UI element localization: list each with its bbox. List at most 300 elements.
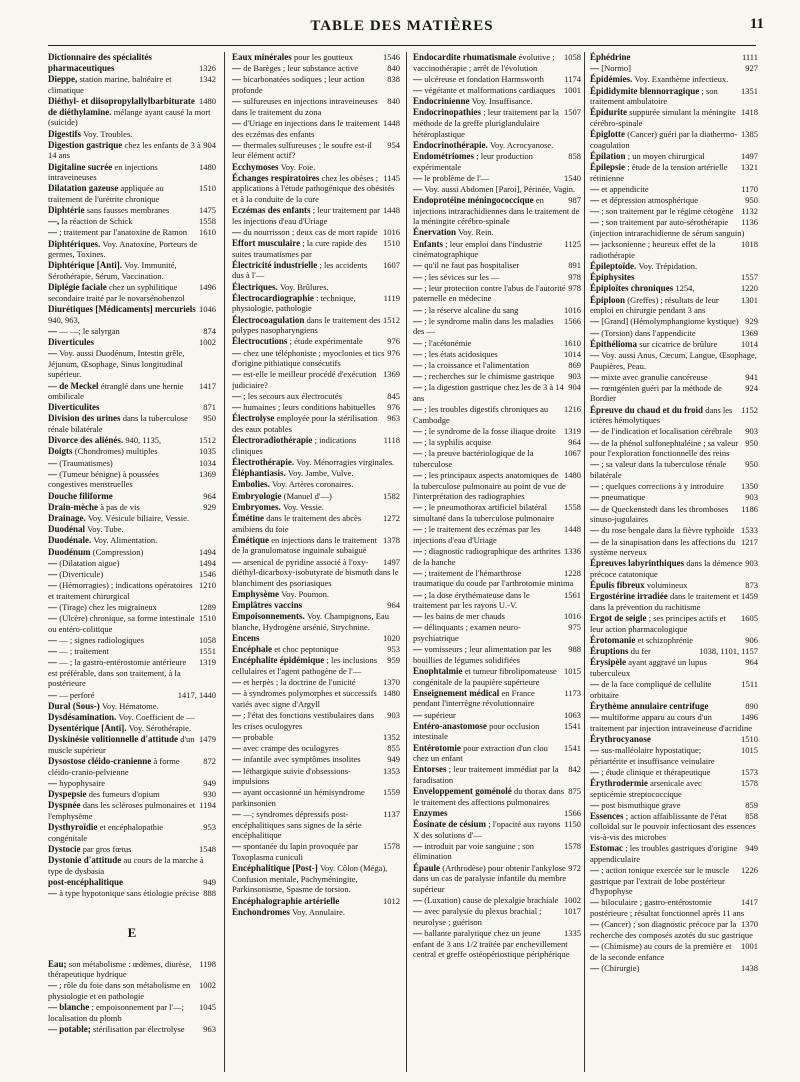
index-entry xyxy=(590,151,758,162)
entry-page-ref: 924 xyxy=(745,382,758,393)
index-entry xyxy=(413,710,581,721)
index-entry xyxy=(590,350,758,371)
entry-detail: (Diverticule) xyxy=(59,568,104,579)
entry-detail: ; action tonique exercée sur le muscle gastrique par l'extrait de lobe postérieur d'hypophyse xyxy=(590,865,730,897)
entry-term: Énervation xyxy=(413,227,457,238)
entry-detail: ; étude de la tension artérielle rétinienne xyxy=(590,162,728,183)
index-entry xyxy=(590,919,758,940)
entry-page-ref: 1541 xyxy=(564,720,581,731)
entry-page-ref: 903 xyxy=(387,710,400,721)
entry-term: — xyxy=(232,787,241,798)
entry-page-ref: 903 xyxy=(568,371,581,382)
index-entry xyxy=(48,535,216,546)
entry-term: — xyxy=(232,809,241,820)
entry-term: Dystocie xyxy=(48,843,81,854)
entry-detail: ; la syphilis acquise xyxy=(424,437,492,448)
entry-term: Eczémas des enfants xyxy=(232,205,311,216)
entry-detail: ; les accidents dus à l'— xyxy=(232,259,368,281)
entry-page-ref: 1335 xyxy=(564,928,581,938)
entry-page-ref: 1351 xyxy=(741,85,758,96)
entry-detail: ; son traitement ambulatoire xyxy=(590,85,718,107)
entry-term: Dystonie d'attitude xyxy=(48,855,122,866)
entry-term: — xyxy=(48,601,57,612)
entry-page-ref: 1448 xyxy=(564,524,581,535)
entry-detail: ; rôle du foie dans son métabolisme en physiologie et en pathologie xyxy=(48,980,191,1001)
entry-page-ref: 1186 xyxy=(741,503,758,514)
entry-page-ref: 1342 xyxy=(199,74,216,85)
entry-page-ref: 1557 xyxy=(741,272,758,283)
entry-term: Épidurite xyxy=(590,107,628,118)
entry-term: — xyxy=(232,117,241,128)
index-entry xyxy=(590,405,758,426)
entry-term: Électroradiothérapie xyxy=(232,435,313,446)
entry-page-ref: 1417 xyxy=(199,380,216,391)
entry-term: Empoisonnements. xyxy=(232,611,305,622)
index-entry xyxy=(413,371,581,382)
entry-term: — xyxy=(48,348,57,359)
index-entry xyxy=(590,591,758,612)
entry-page-ref: 1035 xyxy=(199,446,216,457)
entry-term: Enophtalmie xyxy=(413,666,463,677)
index-entry xyxy=(413,688,581,709)
entry-page-ref: 1578 xyxy=(383,841,400,852)
entry-page-ref: 929 xyxy=(745,316,758,327)
entry-detail: (Chondromes) multiples xyxy=(74,446,158,457)
index-entry xyxy=(413,360,581,371)
entry-detail: (Chimisme) au cours de la première et de la seconde enfance xyxy=(590,940,732,962)
entry-detail: ; étude expérimentale xyxy=(289,336,363,347)
entry-detail: les bains de mer chauds xyxy=(424,611,505,622)
entry-detail: — ; la gastro-entérostomie antérieure est préférable, dans son traitement, à la postérieure xyxy=(48,657,187,689)
entry-page-ref: 1319 xyxy=(564,425,581,436)
index-entry xyxy=(48,547,216,558)
index-entry xyxy=(590,778,758,799)
entry-term: Diphtérie xyxy=(48,205,85,216)
index-entry xyxy=(48,844,216,855)
entry-term: Épithélioma xyxy=(590,338,638,349)
index-entry xyxy=(413,437,581,448)
entry-detail: du thorax dans le traitement des affections pulmonaires xyxy=(413,786,565,807)
entry-term: — xyxy=(413,282,422,293)
entry-detail: Voy. Jambe, Vulve. xyxy=(288,468,354,479)
entry-page-ref: 949 xyxy=(203,777,216,788)
index-entry xyxy=(413,502,581,523)
entry-detail: spontanée du lapin provoquée par Toxoplasma cuniculi xyxy=(232,841,358,863)
entry-detail: volumineux xyxy=(646,580,688,591)
entry-page-ref: 845 xyxy=(387,391,400,402)
entry-detail: chez une téléphoniste ; myoclonies et tics d'origine pithiatique consécutifs xyxy=(232,347,385,369)
entry-term: Éosinate de césium xyxy=(413,819,486,830)
entry-detail: ; son traitement par auto-sérothérapie (injection intrarachidienne de sérum sanguin) xyxy=(590,217,745,239)
entry-page-ref: 1540 xyxy=(564,172,581,183)
entry-detail: arsenicale avec septicémie streptococcique xyxy=(590,777,702,799)
index-entry xyxy=(232,369,400,390)
index-entry xyxy=(590,734,758,745)
entry-term: — xyxy=(590,239,599,250)
index-entry xyxy=(590,800,758,811)
entry-page-ref: 964 xyxy=(387,600,400,611)
index-entry xyxy=(413,808,581,819)
entry-term: — de Meckel xyxy=(48,380,99,391)
index-entry xyxy=(48,855,216,876)
index-entry xyxy=(413,841,581,862)
entry-term: — xyxy=(413,840,422,851)
entry-page-ref: 1497 xyxy=(741,150,758,161)
entry-detail: sus-malléolaire hypostatique; périartérite et insuffisance veinulaire xyxy=(590,744,715,766)
entry-page-ref: 1198 xyxy=(199,958,216,969)
entry-term: Enfants xyxy=(413,238,444,249)
entry-term: Douche filiforme xyxy=(48,490,113,501)
entry-page-ref: 953 xyxy=(387,644,400,655)
entry-page-ref: 1014 xyxy=(741,338,758,349)
entry-term: Division des urines xyxy=(48,413,121,424)
entry-detail: le problème de l'— xyxy=(424,172,490,183)
entry-detail: ; le syndrome de la fosse iliaque droite xyxy=(424,425,556,436)
entry-detail: ; la digestion gastrique chez les de 3 à 14 ans xyxy=(413,382,564,403)
entry-term: Dilatation gazeuse xyxy=(48,183,119,194)
entry-detail: ; ses principes actifs et leur action pharmacologique xyxy=(590,613,726,634)
index-entry xyxy=(590,701,758,712)
entry-term: Encens xyxy=(232,633,260,644)
entry-page-ref: 1573 xyxy=(741,766,758,777)
entry-detail: pour les goutteux xyxy=(294,52,354,62)
index-column-1 xyxy=(48,52,216,1076)
entry-detail: rœntgénien guéri par la méthode de Bordier xyxy=(590,382,722,404)
index-entry xyxy=(232,282,400,293)
entry-detail: son métabolisme : œdèmes, diurèse, thérapeutique hydrique xyxy=(48,958,192,980)
entry-page-ref: 874 xyxy=(203,325,216,336)
entry-page-ref: 1015 xyxy=(564,666,581,677)
index-entry xyxy=(413,283,581,304)
entry-term: — xyxy=(48,325,57,336)
entry-term: — xyxy=(232,688,241,699)
entry-page-ref: 976 xyxy=(387,402,400,413)
index-entry xyxy=(232,809,400,841)
entry-page-ref: 1510 xyxy=(199,613,216,624)
entry-term: — xyxy=(413,644,422,655)
entry-term: — xyxy=(413,271,422,282)
entry-detail: et tumeur fibrolipomateuse congénitale de la paupière supérieure xyxy=(413,666,557,687)
entry-term: Encéphalographie artérielle xyxy=(232,895,340,906)
index-entry xyxy=(413,590,581,611)
entry-page-ref: 1226 xyxy=(741,865,758,876)
index-entry xyxy=(48,140,216,161)
index-entry xyxy=(48,524,216,535)
entry-page-ref: 978 xyxy=(568,271,581,282)
entry-page-ref: 1480 xyxy=(199,96,216,107)
entry-page-ref: 1510 xyxy=(741,733,758,744)
entry-page-ref: 1119 xyxy=(383,292,400,303)
index-entry xyxy=(413,611,581,622)
entry-detail: (Dilatation aigue) xyxy=(59,557,120,568)
entry-page-ref: 927 xyxy=(745,63,758,74)
index-entry xyxy=(48,326,216,337)
entry-term: — xyxy=(413,371,422,382)
entry-page-ref: 1272 xyxy=(383,512,400,523)
entry-detail: pour occlusion intestinale xyxy=(413,720,540,742)
index-entry xyxy=(413,140,581,151)
entry-detail: à forme cléido-cranio-pelvienne xyxy=(48,756,180,777)
index-entry xyxy=(48,96,216,128)
entry-term: — xyxy=(590,492,599,503)
entry-page-ref: 1566 xyxy=(564,315,581,326)
entry-term: Dieppe, xyxy=(48,74,78,85)
entry-detail: Voy. Trépidation. xyxy=(638,261,698,271)
entry-term: Érysipèle xyxy=(590,657,626,668)
entry-detail: ; l'opacité aux rayons X des solutions d'— xyxy=(413,819,561,840)
entry-term: Encéphalite épidémique xyxy=(232,655,325,666)
index-entry xyxy=(232,589,400,600)
entry-page-ref: 1479 xyxy=(199,734,216,745)
index-entry xyxy=(48,502,216,513)
entry-term: Enzymes xyxy=(413,807,448,818)
entry-detail: (Tirage) chez les migraineux xyxy=(59,601,157,612)
entry-term: Érythrocyanose xyxy=(590,733,651,744)
column-divider xyxy=(224,52,225,1072)
index-entry xyxy=(48,183,216,204)
entry-detail: Voy. Côlon (Méga), Confusion mentale, Pachyméningite, Parkinsonisme, Spasme de torsion. xyxy=(232,863,388,895)
entry-detail: mixte avec granulie cancéreuse xyxy=(601,371,708,382)
entry-page-ref: 1582 xyxy=(383,490,400,501)
entry-detail: qu'il ne faut pas hospitaliser xyxy=(424,260,520,271)
index-entry xyxy=(413,448,581,469)
entry-term: Dyskinésie volitionnelle d'attitude xyxy=(48,734,179,745)
entry-page-ref: 1137 xyxy=(383,809,400,820)
entry-detail: ; étude clinique et thérapeutique xyxy=(601,766,711,777)
entry-page-ref: 1551 xyxy=(199,646,216,657)
entry-term: Épreuve du chaud et du froid xyxy=(590,404,703,415)
entry-detail: des fumeurs d'opium xyxy=(88,789,160,800)
entry-term: — xyxy=(590,349,599,360)
entry-term: Diphtériques. xyxy=(48,238,101,249)
entry-detail: ayant occasionné un hémisyndrome parkinsonien xyxy=(232,787,365,808)
entry-page-ref: 1001 xyxy=(564,84,581,95)
entry-page-ref: 949 xyxy=(745,843,758,854)
entry-term: Épiphysites xyxy=(590,272,635,283)
entry-detail: — perforé xyxy=(59,689,95,700)
entry-term: — xyxy=(590,195,599,206)
entry-term: — xyxy=(413,315,422,326)
entry-term: Duodénal xyxy=(48,524,86,535)
entry-term: Ergot de seigle xyxy=(590,613,647,624)
entry-page-ref: 903 xyxy=(745,492,758,503)
index-entry xyxy=(48,888,216,899)
index-entry xyxy=(232,557,400,589)
entry-detail: ; un moyen chirurgical xyxy=(627,150,705,161)
entry-page-ref: 1370 xyxy=(741,919,758,930)
index-entry xyxy=(590,558,758,579)
entry-detail: en France pendant l'interrègne révolutionnaire xyxy=(413,687,535,709)
entry-term: — xyxy=(413,73,422,84)
entry-page-ref: 1558 xyxy=(199,216,216,227)
entry-term: — xyxy=(413,359,422,370)
entry-detail: de Queckenstedt dans les thromboses sinuso-jugulaires xyxy=(590,503,729,525)
entry-page-ref: 1385 xyxy=(741,129,758,140)
entry-detail: Voy. Acrocyanose. xyxy=(490,139,554,150)
entry-page-ref: 888 xyxy=(203,888,216,898)
entry-term: Encéphale xyxy=(232,644,273,655)
entry-detail: (Greffes) ; résultats de leur emploi en chirurgie pendant 3 ans xyxy=(590,294,719,316)
entry-page-ref: 904 xyxy=(568,382,581,393)
entry-detail: pour extraction d'un clou chez un enfant xyxy=(413,742,548,764)
index-entry xyxy=(590,492,758,503)
index-entry xyxy=(232,162,400,173)
entry-page-ref: 1145 xyxy=(383,172,400,183)
entry-term: Épulis fibreux xyxy=(590,580,645,591)
entry-term: — xyxy=(413,437,422,448)
entry-page-ref: 1566 xyxy=(564,807,581,818)
entry-page-ref: 904 xyxy=(203,139,216,150)
entry-term: — xyxy=(413,567,422,578)
index-entry xyxy=(590,162,758,183)
entry-page-ref: 1417, 1440 xyxy=(177,689,216,700)
index-entry xyxy=(590,712,758,733)
entry-detail: ; leur emploi dans l'industrie cinématographique xyxy=(413,238,543,260)
index-entry xyxy=(48,446,216,457)
entry-term: — xyxy=(413,404,422,415)
entry-page-ref: 872 xyxy=(203,756,216,767)
entry-term: Diurétiques [Médicaments] mercuriels xyxy=(48,303,196,314)
entry-term: — xyxy=(590,799,599,810)
entry-detail: ; empoisonnement par l'—; localisation du plomb xyxy=(48,1002,184,1023)
entry-detail: Voy. Exanthème infectieux. xyxy=(634,74,729,85)
entry-page-ref: 929 xyxy=(203,501,216,512)
entry-detail: —; syndromes dépressifs post-encéphalitiques sans signes de la série encéphalitique xyxy=(232,809,362,841)
entry-page-ref: 1496 xyxy=(741,711,758,722)
entry-term: — xyxy=(232,96,241,107)
index-entry xyxy=(413,195,581,227)
entry-term: — xyxy=(413,304,422,315)
entry-detail: ulcéreuse et fondation Harmsworth xyxy=(424,73,544,84)
entry-detail: en injections intrarachidiennes dans le traitement de la méningite cérébro-spinale xyxy=(413,195,580,227)
entry-term: Érythrodermie xyxy=(590,777,648,788)
index-entry xyxy=(48,613,216,634)
entry-page-ref: 1494 xyxy=(199,546,216,557)
entry-term: — xyxy=(232,710,241,721)
index-entry xyxy=(590,195,758,206)
entry-term: Essences xyxy=(590,810,624,821)
entry-detail: (Ulcère) chronique, sa forme intestinale ou entéro-colitique xyxy=(48,613,195,634)
entry-term: — xyxy=(48,689,57,700)
entry-term: Électrocoagulation xyxy=(232,314,305,325)
column-divider xyxy=(406,52,407,1072)
index-entry xyxy=(48,513,216,524)
index-entry xyxy=(48,980,216,1001)
entry-page-ref: 1038, 1101, 1157 xyxy=(699,646,758,657)
entry-detail: ; sa valeur dans la tuberculose rénale bilatérale xyxy=(590,459,727,480)
index-entry xyxy=(413,819,581,840)
entry-detail: infantile avec symptômes insolites xyxy=(243,754,361,765)
index-entry xyxy=(48,959,216,980)
entry-page-ref: 1510 xyxy=(199,183,216,194)
entry-page-ref: 1510 xyxy=(383,238,400,249)
entry-detail: (Cancer) guéri par la diathermo-coagulation xyxy=(590,129,738,150)
index-entry xyxy=(413,349,581,360)
entry-detail: ; l'acétonémie xyxy=(424,337,472,348)
entry-page-ref: 949 xyxy=(387,754,400,765)
entry-term: — xyxy=(413,337,422,348)
entry-detail: Voy. Vessie. xyxy=(283,501,324,512)
entry-detail: de Barèges ; leur substance active xyxy=(243,63,359,74)
entry-page-ref: 1561 xyxy=(564,589,581,600)
index-entry xyxy=(413,426,581,437)
index-entry xyxy=(413,743,581,764)
section-letter: E xyxy=(127,924,137,940)
entry-term: Épiglotte xyxy=(590,129,625,140)
entry-page-ref: 964 xyxy=(745,657,758,668)
entry-term: — xyxy=(413,84,422,95)
entry-term: — xyxy=(48,613,57,624)
entry-detail: vomisseurs ; leur alimentation par les bouillies de légumes solidifiées xyxy=(413,644,552,665)
entry-detail: ; les états acidosiques xyxy=(424,348,498,359)
index-entry xyxy=(48,337,216,348)
entry-term: — xyxy=(48,227,57,238)
index-entry xyxy=(413,524,581,545)
index-entry xyxy=(590,525,758,536)
index-entry xyxy=(48,723,216,734)
entry-term: Entéro-anastomose xyxy=(413,720,487,731)
page-title: TABLE DES MATIÈRES xyxy=(310,18,494,34)
index-entry xyxy=(48,282,216,303)
index-entry xyxy=(232,205,400,226)
entry-term: — xyxy=(413,183,422,194)
entry-detail: Voy. Troubles. xyxy=(83,128,133,139)
entry-page-ref: 1369 xyxy=(741,327,758,338)
entry-term: Dural (Sous-) xyxy=(48,700,100,711)
entry-term: — blanche xyxy=(48,1002,90,1013)
index-entry xyxy=(232,413,400,434)
entry-detail: appliquée au traitement de l'urétrite chronique xyxy=(48,183,164,204)
index-entry xyxy=(590,635,758,646)
entry-term: Effort musculaire xyxy=(232,238,301,249)
index-entry xyxy=(232,96,400,117)
entry-page-ref: 1475 xyxy=(199,205,216,216)
entry-detail: (Manuel d'—) xyxy=(283,490,332,501)
entry-detail: ; leur traitement immédiat par la faradisation xyxy=(413,764,559,785)
entry-page-ref: 953 xyxy=(203,822,216,833)
entry-term: Diéthyl- et diisopropylallylbarbiturate de diéthylamine. xyxy=(48,96,195,117)
index-entry xyxy=(48,1002,216,1023)
entry-term: Épilation xyxy=(590,150,626,161)
index-entry xyxy=(413,404,581,425)
index-entry xyxy=(590,328,758,339)
index-entry xyxy=(232,896,400,907)
entry-page-ref: 1058 xyxy=(564,52,581,62)
index-entry xyxy=(413,316,581,337)
entry-page-ref: 1578 xyxy=(741,777,758,788)
entry-term: — xyxy=(48,468,57,479)
entry-term: Endocrinopathies xyxy=(413,107,482,118)
entry-page-ref: 1496 xyxy=(199,282,216,293)
index-entry xyxy=(232,260,400,281)
entry-page-ref: 1136 xyxy=(741,217,758,228)
index-entry xyxy=(590,865,758,897)
entry-detail: ; leur production expérimentale xyxy=(413,150,533,172)
entry-term: Dysdésamination. xyxy=(48,711,117,722)
entry-detail: ; son traitement par le régime cétogène xyxy=(601,206,734,217)
entry-detail: introduit par voie sanguine ; son élimination xyxy=(413,840,535,862)
header-rule xyxy=(48,45,756,46)
entry-term: Drainage. xyxy=(48,512,86,523)
index-entry xyxy=(48,778,216,789)
index-entry xyxy=(232,633,400,644)
entry-detail: arsenical de pyridine associé à l'oxy-diéthyl-dicarboxy-isobutyrate de bismuth dans le blanchiment des psoriasiques xyxy=(232,556,399,588)
entry-page-ref: 1369 xyxy=(383,369,400,380)
entry-page-ref: 840 xyxy=(387,63,400,74)
entry-term: Dysthyroïdie xyxy=(48,822,98,833)
index-entry xyxy=(232,491,400,502)
entry-term: Enveloppement goménolé xyxy=(413,786,512,797)
